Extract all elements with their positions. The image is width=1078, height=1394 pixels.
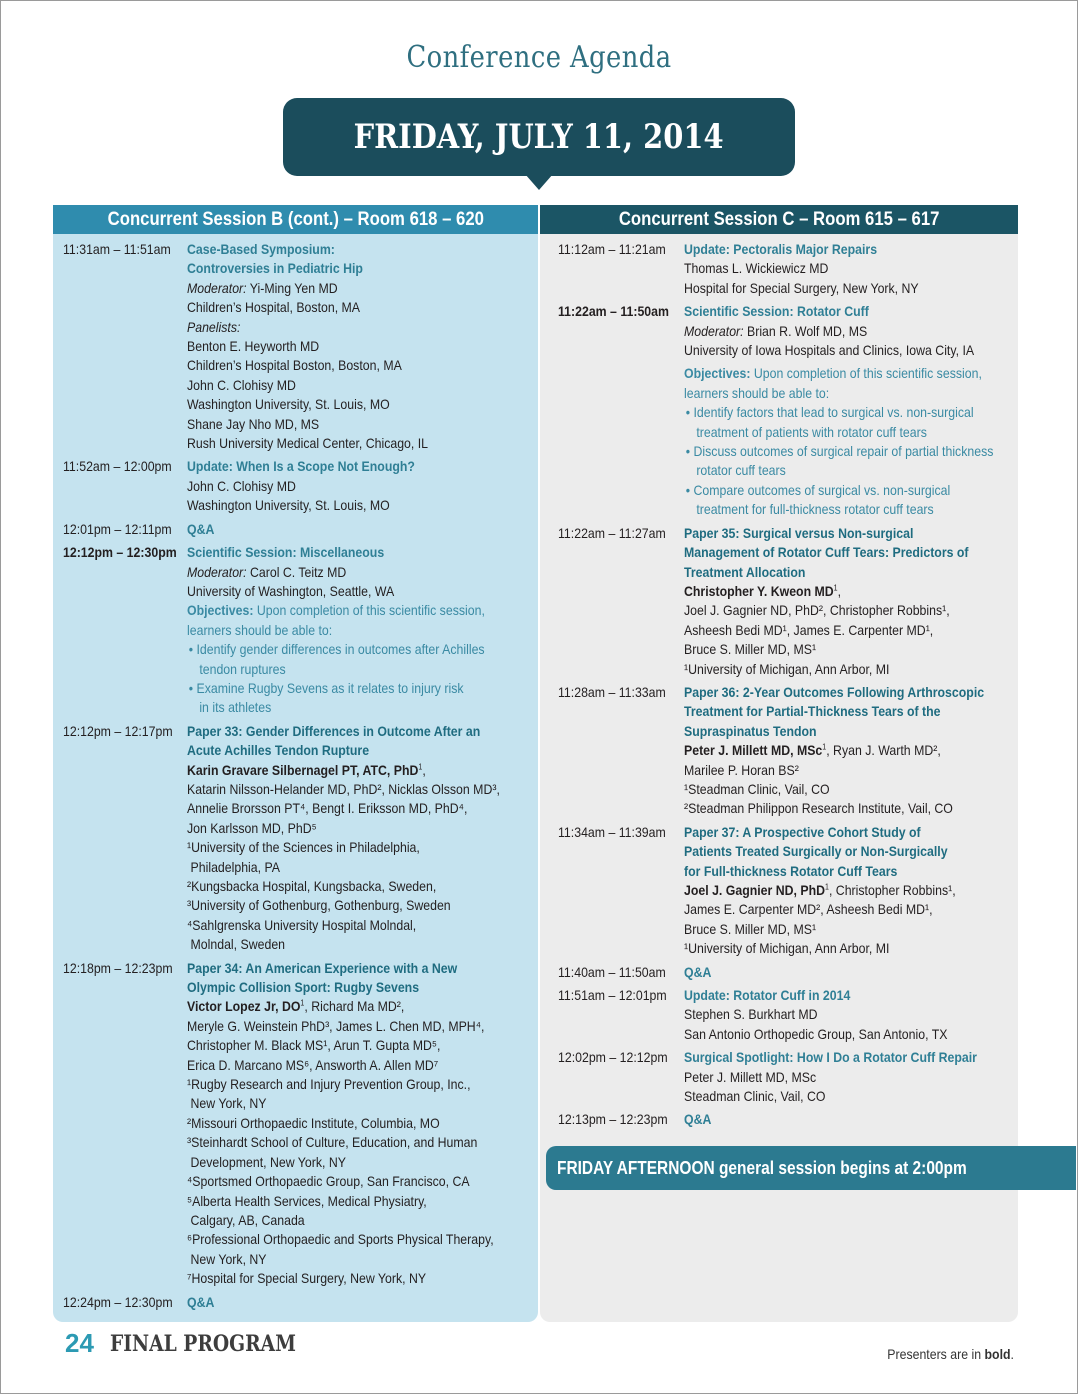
entry-line: Children’s Hospital, Boston, MA: [187, 299, 361, 316]
qa-label: Q&A: [187, 520, 215, 537]
presenter-sup: 1: [300, 998, 305, 1008]
presenter-line: [684, 582, 1010, 601]
entry-line: James E. Carpenter MD², Asheesh Bedi MD¹,: [684, 901, 933, 918]
moderator-name: Yi-Ming Yen MD: [246, 279, 338, 296]
entry-line: Washington University, St. Louis, MO: [187, 396, 390, 413]
presenter-name: Karin Gravare Silbernagel PT, ATC, PhD: [187, 761, 419, 778]
paper-title: Paper 35: Surgical versus Non-surgical: [684, 524, 914, 541]
entry-time: 12:13pm – 12:23pm: [558, 1111, 668, 1128]
qa-label: Q&A: [187, 1293, 215, 1310]
objectives-line: [187, 601, 508, 620]
entry-body: [684, 683, 1010, 819]
coauthors: ,: [837, 582, 842, 599]
session-title: Surgical Spotlight: How I Do a Rotator Cuff Repair: [684, 1049, 977, 1066]
presenter-name: Christopher Y. Kweon MD: [684, 582, 834, 599]
agenda-entry: [540, 302, 1018, 519]
agenda-entry: [53, 457, 538, 515]
objectives-label: Objectives:: [187, 602, 254, 619]
entry-time: 12:01pm – 12:11pm: [63, 520, 172, 537]
entry-line: Benton E. Heyworth MD: [187, 338, 320, 355]
session-b-entries: [53, 234, 538, 1312]
agenda-entry: [540, 823, 1018, 959]
program-title: FINAL PROGRAM: [110, 1331, 296, 1357]
entry-line: Katarin Nilsson-Helander MD, PhD², Nicklas Olsson MD³,: [187, 780, 500, 797]
moderator-line: [187, 563, 508, 582]
paper-title: Treatment for Partial-Thickness Tears of the: [684, 703, 941, 720]
entry-body: [187, 959, 508, 1289]
entry-line: San Antonio Orthopedic Group, San Antonio, TX: [684, 1025, 948, 1042]
qa-label: Q&A: [684, 1111, 712, 1128]
objectives-label: Objectives:: [684, 365, 751, 382]
coauthors: , Christopher Robbins¹,: [828, 882, 956, 898]
entry-line: ⁷Hospital for Special Surgery, New York, NY: [187, 1270, 427, 1287]
session-c-header: [540, 205, 1018, 234]
qa-label: Q&A: [684, 963, 712, 980]
affiliation-cont: Philadelphia, PA: [190, 858, 281, 875]
agenda-entry: [540, 986, 1018, 1044]
afternoon-callout-text: FRIDAY AFTERNOON general session begins at 2:00pm: [557, 1158, 967, 1178]
presenter-sup: 1: [833, 583, 838, 593]
session-title: Update: Pectoralis Major Repairs: [684, 241, 878, 257]
session-b-header: [53, 205, 538, 234]
paper-title: Patients Treated Surgically or Non-Surgically: [684, 843, 948, 860]
affiliation-cont: New York, NY: [190, 1095, 267, 1112]
entry-line: ⁴Sahlgrenska University Hospital Molndal,: [187, 916, 417, 933]
entry-line: ³University of Gothenburg, Gothenburg, Sweden: [187, 897, 451, 914]
agenda-entry: [540, 240, 1018, 298]
session-title: Update: Rotator Cuff in 2014: [684, 987, 851, 1004]
entry-time: 11:40am – 11:50am: [558, 963, 666, 980]
session-title: Controversies in Pediatric Hip: [187, 260, 363, 277]
agenda-entry: [53, 959, 538, 1289]
entry-line: Washington University, St. Louis, MO: [187, 497, 390, 514]
banner-pointer: [525, 174, 553, 190]
entry-line: Shane Jay Nho MD, MS: [187, 415, 320, 432]
entry-line: John C. Clohisy MD: [187, 376, 296, 393]
entry-line: ¹University of the Sciences in Philadelphia,: [187, 839, 420, 856]
agenda-entry: [53, 543, 538, 718]
entry-body: [684, 1048, 1010, 1106]
entry-body: [684, 524, 1010, 679]
date-banner: [283, 98, 795, 176]
moderator-name: Brian R. Wolf MD, MS: [743, 322, 868, 339]
entry-line: Marilee P. Horan BS²: [684, 761, 799, 778]
entry-body: [187, 722, 508, 955]
entry-time: 12:18pm – 12:23pm: [63, 959, 173, 976]
entry-line: Stephen S. Burkhart MD: [684, 1006, 818, 1023]
objective-bullet: • Examine Rugby Sevens as it relates to injury risk: [188, 679, 464, 696]
entry-line: Peter J. Millett MD, MSc: [684, 1068, 817, 1085]
objective-bullet-cont: in its athletes: [199, 699, 272, 716]
entry-line: Thomas L. Wickiewicz MD: [684, 260, 829, 277]
entry-body: [187, 240, 508, 453]
page-heading: Conference Agenda: [406, 40, 672, 75]
entry-line: University of Washington, Seattle, WA: [187, 582, 395, 599]
presenter-name: Victor Lopez Jr, DO: [187, 998, 301, 1015]
entry-body: [684, 823, 1010, 959]
entry-line: Bruce S. Miller MD, MS¹: [684, 641, 817, 658]
moderator-name: Carol C. Teitz MD: [246, 563, 347, 580]
entry-line: Children’s Hospital Boston, Boston, MA: [187, 357, 402, 374]
agenda-entry: [540, 963, 1018, 982]
paper-title: Acute Achilles Tendon Rupture: [187, 742, 370, 759]
paper-title: for Full-thickness Rotator Cuff Tears: [684, 862, 898, 879]
agenda-entry: [540, 1110, 1018, 1129]
objective-bullet-cont: treatment for full-thickness rotator cuff tears: [696, 501, 934, 518]
afternoon-callout: [546, 1146, 1076, 1190]
entry-line: ⁶Professional Orthopaedic and Sports Physical Therapy,: [187, 1231, 494, 1248]
objectives-text: Upon completion of this scientific session,: [750, 365, 982, 382]
objective-bullet-cont: treatment of patients with rotator cuff tears: [696, 423, 927, 440]
presenter-line: [187, 997, 508, 1016]
moderator-line: [187, 279, 508, 298]
entry-body: [684, 986, 1010, 1044]
entry-line: Rush University Medical Center, Chicago, IL: [187, 435, 429, 452]
presenter-name: Joel J. Gagnier ND, PhD: [684, 882, 826, 898]
entry-line: Joel J. Gagnier ND, PhD², Christopher Robbins¹,: [684, 602, 950, 619]
entry-time: 11:28am – 11:33am: [558, 683, 666, 700]
entry-line: ³Steinhardt School of Culture, Education, and Human: [187, 1134, 478, 1151]
entry-line: Erica D. Marcano MS⁶, Answorth A. Allen MD⁷: [187, 1056, 439, 1073]
entry-line: ²Kungsbacka Hospital, Kungsbacka, Sweden,: [187, 878, 437, 894]
objective-bullet: • Discuss outcomes of surgical repair of partial thickness: [685, 443, 994, 460]
entry-body: [684, 963, 1010, 982]
agenda-entry: [53, 722, 538, 955]
agenda-entry: [540, 524, 1018, 679]
presenter-sup: 1: [822, 742, 827, 752]
entry-line: ²Missouri Orthopaedic Institute, Columbia, MO: [187, 1114, 440, 1131]
presenters-note: [887, 1346, 1014, 1362]
session-c-header-text: Concurrent Session C – Room 615 – 617: [618, 209, 940, 230]
entry-line: ⁴Sportsmed Orthopaedic Group, San Francisco, CA: [187, 1173, 470, 1190]
entry-body: [684, 240, 1010, 298]
entry-line: Annelie Brorsson PT⁴, Bengt I. Eriksson MD, PhD⁴,: [187, 800, 468, 817]
paper-title: Management of Rotator Cuff Tears: Predictors of: [684, 544, 969, 561]
page-number: 24: [65, 1328, 94, 1358]
paper-title: Paper 34: An American Experience with a New: [187, 959, 458, 976]
entry-time: 11:22am – 11:27am: [558, 524, 666, 541]
agenda-entry: [540, 1048, 1018, 1106]
entry-line: Hospital for Special Surgery, New York, NY: [684, 279, 919, 296]
entry-time: 12:24pm – 12:30pm: [63, 1293, 173, 1310]
entry-time: 11:22am – 11:50am: [558, 303, 669, 320]
entry-time: 11:12am – 11:21am: [558, 241, 666, 257]
entry-time: 12:12pm – 12:17pm: [63, 722, 173, 739]
entry-line: Meryle G. Weinstein PhD³, James L. Chen MD, MPH⁴,: [187, 1017, 485, 1034]
objective-bullet: • Compare outcomes of surgical vs. non-surgical: [685, 481, 951, 498]
affiliation-cont: New York, NY: [190, 1250, 267, 1267]
entry-body: [684, 302, 1010, 519]
entry-body: [187, 520, 508, 539]
session-b-column: [53, 205, 538, 1322]
session-title: Scientific Session: Rotator Cuff: [684, 303, 869, 320]
panelists-label: Panelists:: [187, 318, 241, 335]
presenter-line: [684, 741, 1010, 760]
coauthors: ,: [422, 761, 426, 778]
entry-line: John C. Clohisy MD: [187, 477, 296, 494]
objectives-text: Upon completion of this scientific session,: [253, 602, 485, 619]
session-c-entries: [540, 234, 1018, 1130]
entry-line: ⁵Alberta Health Services, Medical Physiatry,: [187, 1192, 427, 1209]
objectives-line: [684, 364, 1010, 383]
coauthors: , Richard Ma MD²,: [304, 998, 405, 1015]
presenters-note-suffix: .: [1010, 1346, 1014, 1362]
paper-title: Olympic Collision Sport: Rugby Sevens: [187, 979, 420, 996]
entry-time: 11:51am – 12:01pm: [558, 987, 667, 1004]
moderator-line: [684, 322, 1010, 341]
entry-body: [187, 1293, 508, 1312]
entry-line: ¹Rugby Research and Injury Prevention Group, Inc.,: [187, 1076, 471, 1093]
paper-title: Paper 36: 2-Year Outcomes Following Arthroscopic: [684, 683, 985, 700]
entry-line: ¹Steadman Clinic, Vail, CO: [684, 780, 830, 797]
agenda-entry: [53, 520, 538, 539]
entry-time: 12:02pm – 12:12pm: [558, 1049, 668, 1066]
entry-time: 11:52am – 12:00pm: [63, 458, 172, 475]
entry-body: [187, 543, 508, 718]
agenda-entry: [540, 683, 1018, 819]
paper-title: Paper 33: Gender Differences in Outcome After an: [187, 722, 481, 739]
entry-line: Jon Karlsson MD, PhD⁵: [187, 819, 317, 836]
affiliation-cont: Calgary, AB, Canada: [190, 1211, 305, 1228]
entry-time: 11:34am – 11:39am: [558, 823, 666, 840]
paper-title: Treatment Allocation: [684, 563, 806, 580]
session-title: Update: When Is a Scope Not Enough?: [187, 458, 415, 475]
objective-bullet-cont: tendon ruptures: [199, 660, 286, 677]
paper-title: Paper 37: A Prospective Cohort Study of: [684, 823, 921, 840]
objective-bullet: • Identify factors that lead to surgical vs. non-surgical: [685, 404, 974, 421]
entry-line: ¹University of Michigan, Ann Arbor, MI: [684, 940, 890, 957]
coauthors: , Ryan J. Warth MD²,: [826, 742, 941, 759]
presenter-sup: 1: [825, 882, 829, 892]
date-text: FRIDAY, JULY 11, 2014: [354, 117, 724, 157]
objective-bullet-cont: rotator cuff tears: [696, 462, 786, 479]
entry-line: Bruce S. Miller MD, MS¹: [684, 920, 817, 937]
entry-line: ²Steadman Philippon Research Institute, Vail, CO: [684, 800, 953, 817]
presenter-line: [187, 761, 508, 780]
presenters-note-bold: bold: [984, 1346, 1011, 1362]
entry-time: 12:12pm – 12:30pm: [63, 544, 177, 561]
session-title: Case-Based Symposium:: [187, 241, 335, 257]
presenters-note-prefix: Presenters are in: [887, 1346, 985, 1362]
entry-body: [187, 457, 508, 515]
agenda-entry: [53, 1293, 538, 1312]
agenda-entry: [53, 240, 538, 453]
entry-time: 11:31am – 11:51am: [63, 241, 171, 257]
affiliation-cont: Molndal, Sweden: [190, 936, 286, 953]
presenter-name: Peter J. Millett MD, MSc: [684, 742, 823, 759]
entry-line: Asheesh Bedi MD¹, James E. Carpenter MD¹,: [684, 621, 934, 638]
session-b-header-text: Concurrent Session B (cont.) – Room 618 – 620: [107, 209, 484, 230]
entry-body: [684, 1110, 1010, 1129]
presenter-line: [684, 881, 1010, 900]
objectives-text: learners should be able to:: [187, 621, 333, 638]
objectives-text: learners should be able to:: [684, 384, 830, 401]
presenter-sup: 1: [418, 761, 423, 771]
affiliation-cont: Development, New York, NY: [190, 1153, 346, 1170]
entry-line: Christopher M. Black MS¹, Arun T. Gupta MD⁵,: [187, 1037, 441, 1054]
objective-bullet: • Identify gender differences in outcomes after Achilles: [188, 641, 485, 658]
moderator-label: Moderator:: [187, 563, 247, 580]
session-title: Scientific Session: Miscellaneous: [187, 544, 385, 561]
entry-line: Steadman Clinic, Vail, CO: [684, 1088, 826, 1105]
entry-line: University of Iowa Hospitals and Clinics, Iowa City, IA: [684, 342, 975, 359]
entry-line: ¹University of Michigan, Ann Arbor, MI: [684, 660, 890, 677]
moderator-label: Moderator:: [187, 279, 247, 296]
paper-title: Supraspinatus Tendon: [684, 722, 817, 739]
moderator-label: Moderator:: [684, 322, 744, 339]
